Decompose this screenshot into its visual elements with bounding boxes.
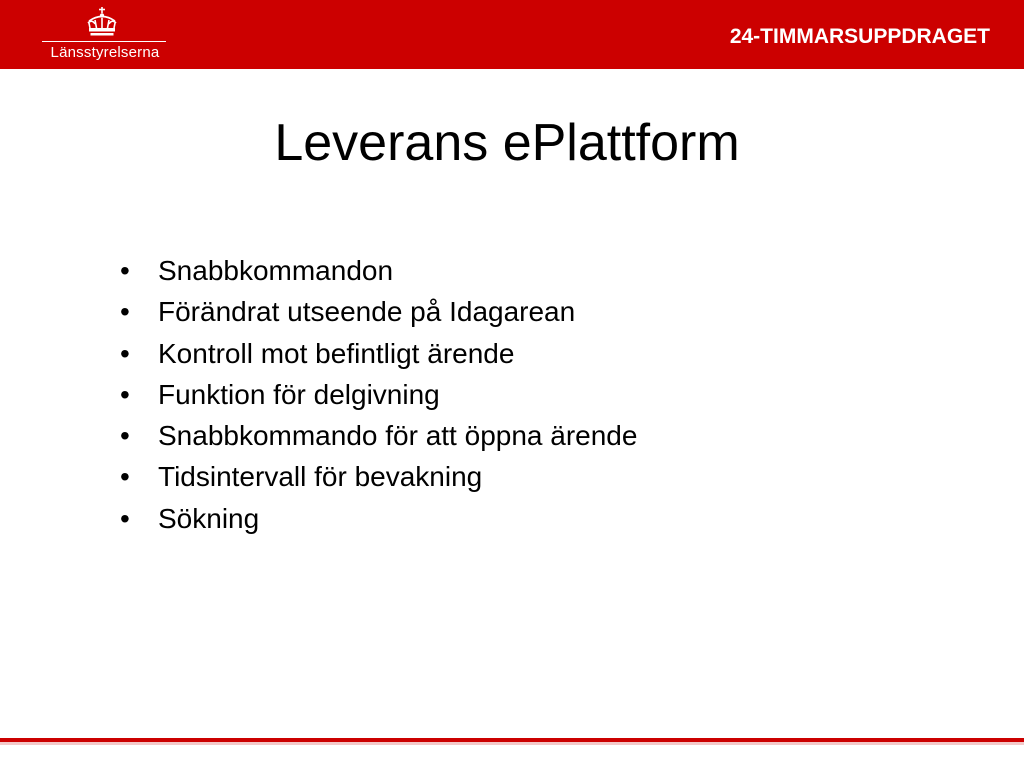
program-title: 24-TIMMARSUPPDRAGET: [729, 25, 990, 48]
bullet-text: Funktion för delgivning: [158, 378, 440, 410]
bullet-text: Snabbkommandon: [158, 255, 394, 286]
bullet-symbol: •: [120, 502, 130, 534]
bullet-symbol: •: [120, 337, 130, 369]
bullet-text: Snabbkommando för att öppna ärende: [158, 420, 638, 452]
bullet-text: Sökning: [158, 502, 260, 534]
bullet-symbol: •: [120, 255, 130, 286]
logo-divider: [42, 41, 166, 42]
slide-title: Leverans ePlattform: [274, 114, 740, 172]
bullet-symbol: •: [120, 461, 130, 493]
crown-icon: [84, 6, 120, 40]
header-bar: [0, 0, 1024, 69]
bullet-text: Förändrat utseende på Idagarean: [158, 296, 576, 328]
organization-name: Länsstyrelserna: [50, 44, 160, 61]
lansstyrelserna-logo: [40, 6, 170, 64]
bullet-text: Kontroll mot befintligt ärende: [158, 337, 515, 369]
footer-rule-shadow: [0, 742, 1024, 745]
bullet-symbol: •: [120, 420, 130, 452]
bullet-text: Tidsintervall för bevakning: [158, 461, 483, 493]
bullet-symbol: •: [120, 296, 130, 328]
bullet-symbol: •: [120, 378, 130, 410]
